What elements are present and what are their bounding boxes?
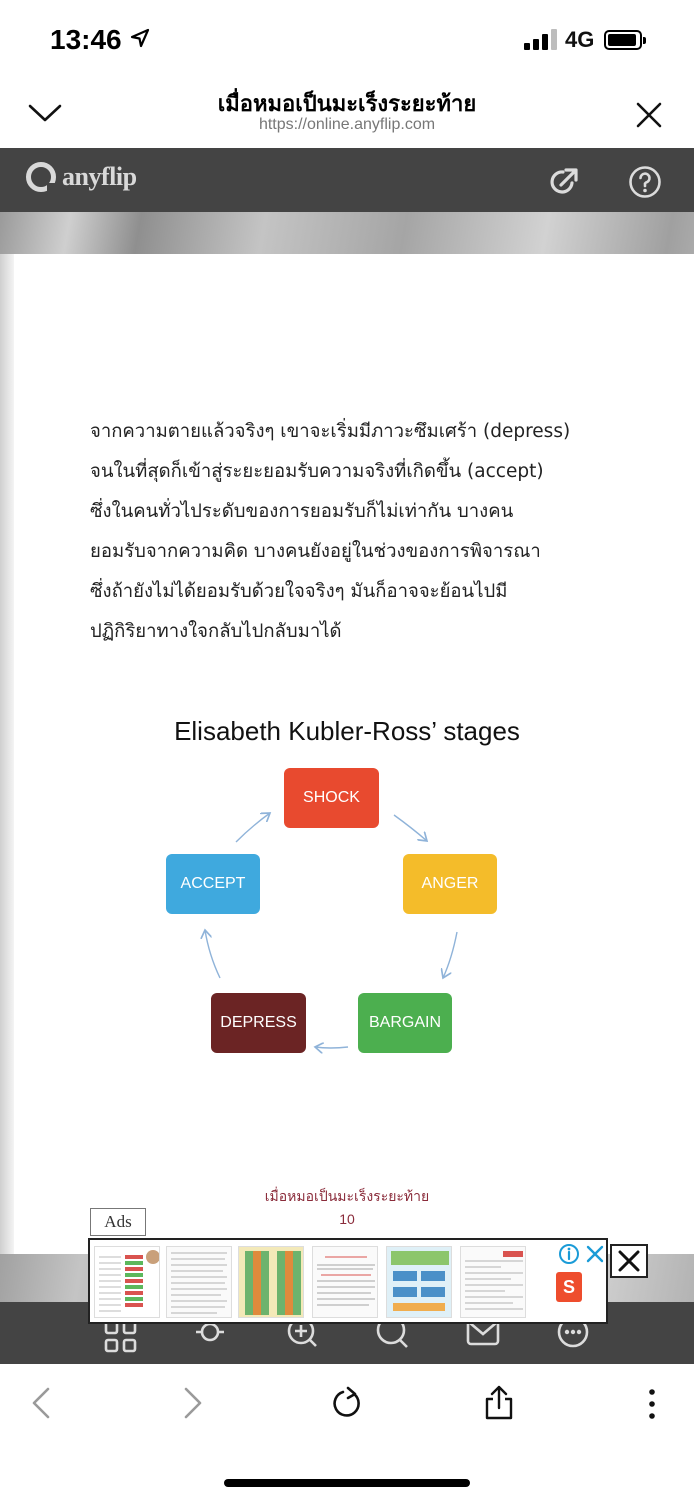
ad-thumbnail[interactable] bbox=[238, 1246, 304, 1318]
ad-close-button[interactable] bbox=[610, 1244, 648, 1278]
ad-thumbnail-image bbox=[239, 1247, 304, 1318]
home-indicator[interactable] bbox=[224, 1479, 470, 1487]
ad-thumbnail[interactable] bbox=[312, 1246, 378, 1318]
page-url[interactable]: https://online.anyflip.com bbox=[258, 116, 436, 133]
ad-banner[interactable] bbox=[88, 1238, 608, 1324]
status-time: 13:46 bbox=[50, 24, 122, 55]
reload-icon[interactable] bbox=[330, 1386, 364, 1420]
shopee-icon[interactable]: S bbox=[556, 1272, 582, 1302]
ad-thumbnail-image bbox=[95, 1247, 160, 1318]
paragraph-line: ยอมรับจากความคิด บางคนยังอยู่ในช่วงของการพิจารณา bbox=[90, 541, 541, 562]
thumbnails-icon bbox=[106, 1322, 135, 1351]
arrow-anger-bargain bbox=[443, 932, 457, 978]
paragraph-line: จากความตายแล้วจริงๆ เขาจะเริ่มมีภาวะซึมเศร้า (depress) bbox=[90, 421, 571, 442]
forward-icon[interactable] bbox=[178, 1386, 206, 1420]
paragraph-line: จนในที่สุดก็เข้าสู่ระยะยอมรับความจริงที่เกิดขึ้น (accept) bbox=[90, 461, 544, 482]
page-title: เมื่อหมอเป็นมะเร็งระยะท้าย bbox=[217, 91, 477, 116]
more-menu-icon[interactable] bbox=[642, 1384, 662, 1424]
paragraph-line: ซึ่งถ้ายังไม่ได้ยอมรับด้วยใจจริงๆ มันก็อาจจะย้อนไปมี bbox=[90, 581, 508, 602]
diagram-title: Elisabeth Kubler-Ross’ stages bbox=[174, 716, 520, 746]
stage-anger: ANGER bbox=[403, 854, 497, 914]
paragraph-line: ซึ่งในคนทั่วไประดับของการยอมรับก็ไม่เท่ากัน บางคน bbox=[90, 501, 514, 522]
ad-thumbnail-image bbox=[167, 1247, 232, 1318]
ad-thumbnail[interactable] bbox=[386, 1246, 452, 1318]
stage-accept: ACCEPT bbox=[166, 854, 260, 914]
ad-info-icon[interactable] bbox=[558, 1243, 580, 1265]
share-icon[interactable] bbox=[482, 1384, 516, 1422]
anyflip-logo-text: anyflip bbox=[62, 162, 137, 191]
arrow-bargain-depress bbox=[315, 1047, 348, 1048]
arrow-depress-accept bbox=[205, 930, 220, 978]
ad-thumbnail-image bbox=[461, 1247, 526, 1318]
ad-dismiss-icon[interactable] bbox=[584, 1243, 606, 1265]
ad-thumbnail[interactable] bbox=[460, 1246, 526, 1318]
paragraph-line: ปฏิกิริยาทางใจกลับไปกลับมาได้ bbox=[90, 621, 342, 642]
ads-label: Ads bbox=[90, 1208, 146, 1236]
page-number: 10 bbox=[339, 1211, 355, 1227]
ad-thumbnail[interactable] bbox=[94, 1246, 160, 1318]
network-type: 4G bbox=[565, 27, 595, 52]
ad-thumbnail[interactable] bbox=[166, 1246, 232, 1318]
ad-thumbnail-image bbox=[387, 1247, 452, 1318]
back-icon[interactable] bbox=[28, 1386, 56, 1420]
page-footer-title: เมื่อหมอเป็นมะเร็งระยะท้าย bbox=[264, 1189, 430, 1205]
arrow-accept-shock bbox=[236, 813, 270, 842]
stage-bargain: BARGAIN bbox=[358, 993, 452, 1053]
stage-shock: SHOCK bbox=[284, 768, 379, 828]
stage-depress: DEPRESS bbox=[211, 993, 306, 1053]
autoplay-icon bbox=[196, 1324, 224, 1340]
arrow-shock-anger bbox=[394, 815, 427, 841]
ad-thumbnail-image bbox=[313, 1247, 378, 1318]
close-icon bbox=[612, 1246, 646, 1276]
